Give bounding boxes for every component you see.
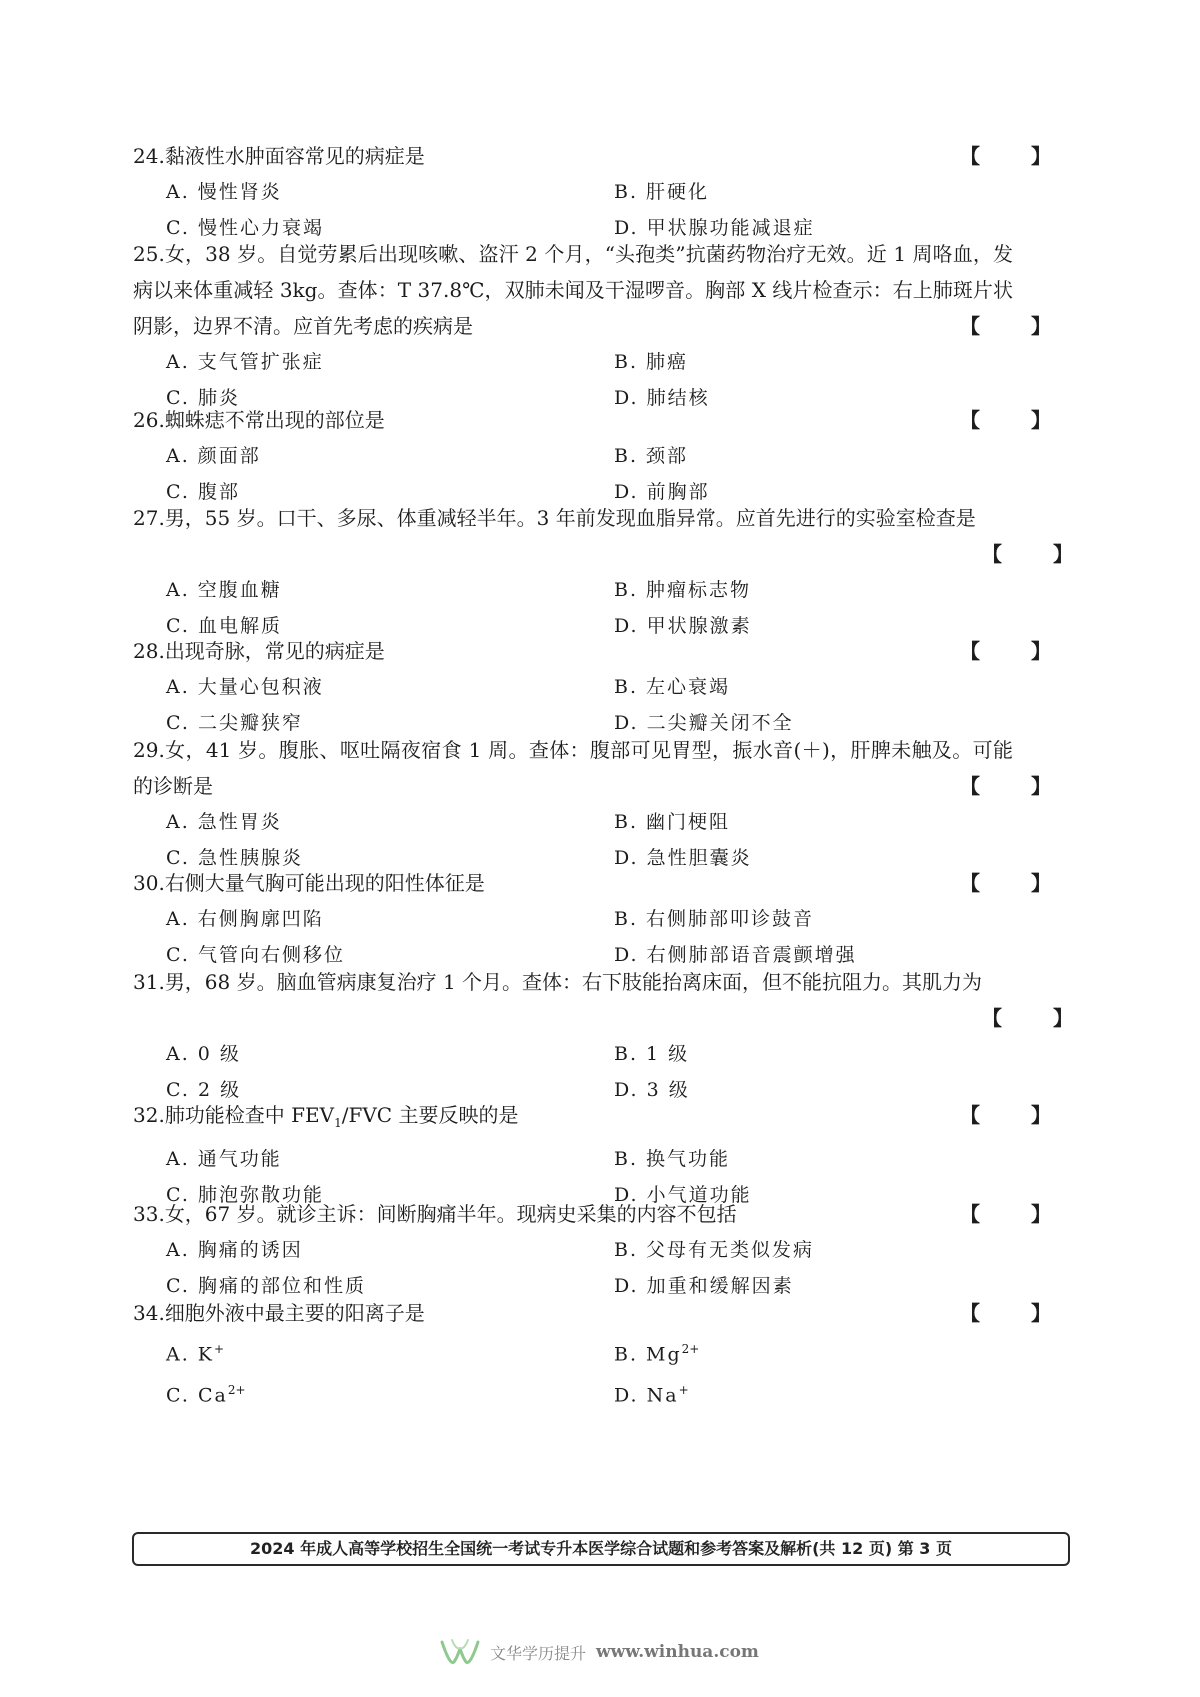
question-number: 30. — [133, 871, 165, 895]
answer-bracket: 【 】 — [960, 1301, 1073, 1325]
option-c: C. 急性胰腺炎 — [166, 847, 303, 869]
question-stem: 蜘蛛痣不常出现的部位是 — [164, 408, 385, 432]
answer-bracket: 【 】 — [982, 542, 1095, 566]
question-26 — [133, 402, 1073, 510]
question-stem: 右侧大量气胸可能出现的阳性体征是 — [164, 871, 485, 895]
option-d: D. 右侧肺部语音震颤增强 — [614, 944, 857, 966]
option-d: D. 小气道功能 — [614, 1184, 752, 1206]
question-stem: 女，38 岁。自觉劳累后出现咳嗽、盗汗 2 个月，“头孢类”抗菌药物治疗无效。近 1 周咯血，发病以来体重减轻 3kg。查体：T 37.8℃，双肺未闻及干湿啰音。胸部 X 线片检查示：右上肺斑片状阴影，边界不清。应首先考虑的疾病是 — [133, 242, 1013, 338]
option-a: A. 颜面部 — [166, 445, 261, 467]
option-d: D. 甲状腺激素 — [614, 615, 752, 637]
option-a: A. 通气功能 — [166, 1148, 282, 1170]
option-c: C. 2 级 — [166, 1079, 242, 1101]
option-b: B. 右侧肺部叩诊鼓音 — [614, 908, 815, 930]
option-b: B. 颈部 — [614, 445, 689, 467]
options — [166, 901, 1073, 973]
question-27 — [133, 500, 1095, 644]
answer-bracket: 【 】 — [960, 1202, 1073, 1226]
question-stem-post: /FVC 主要反映的是 — [341, 1103, 519, 1127]
question-stem: 黏液性水肿面容常见的病症是 — [164, 144, 425, 168]
question-stem: 女，41 岁。腹胀、呕吐隔夜宿食 1 周。查体：腹部可见胃型，振水音(＋)，肝脾未触及。可能的诊断是 — [133, 738, 1013, 798]
question-number: 24. — [133, 144, 165, 168]
option-d: D. 甲状腺功能减退症 — [614, 217, 815, 239]
option-b: B. 幽门梗阻 — [614, 811, 731, 833]
option-b: B. 换气功能 — [614, 1148, 731, 1170]
option-c: C. 慢性心力衰竭 — [166, 217, 324, 239]
answer-bracket: 【 】 — [960, 314, 1073, 338]
option-c: C. 二尖瓣狭窄 — [166, 712, 303, 734]
question-28 — [133, 633, 1073, 741]
answer-bracket: 【 】 — [960, 871, 1073, 895]
option-c: C. 肺泡弥散功能 — [166, 1184, 324, 1206]
question-stem-pre: 肺功能检查中 FEV — [164, 1103, 335, 1127]
question-stem: 出现奇脉，常见的病症是 — [164, 639, 385, 663]
winhua-logo-icon — [440, 1636, 480, 1668]
question-number: 31. — [133, 970, 165, 994]
question-33 — [133, 1196, 1073, 1304]
option-b: B. 肝硬化 — [614, 181, 710, 203]
option-a: A. 右侧胸廓凹陷 — [166, 908, 324, 930]
question-number: 34. — [133, 1301, 165, 1325]
question-stem: 男，68 岁。脑血管病康复治疗 1 个月。查体：右下肢能抬离床面，但不能抗阻力。其肌力为 — [164, 970, 983, 994]
options — [166, 1232, 1073, 1304]
option-c: C. 肺炎 — [166, 387, 240, 409]
option-a: A. 慢性肾炎 — [166, 181, 282, 203]
question-number: 25. — [133, 242, 165, 266]
question-number: 29. — [133, 738, 165, 762]
watermark — [440, 1634, 759, 1670]
answer-bracket: 【 】 — [982, 1006, 1095, 1030]
option-c: C. 腹部 — [166, 481, 240, 503]
page-footer: 2024 年成人高等学校招生全国统一考试专升本医学综合试题和参考答案及解析(共 12 页) 第 3 页 — [132, 1532, 1070, 1566]
option-a: A. 大量心包积液 — [166, 676, 324, 698]
question-24 — [133, 138, 1073, 246]
option-a: A. K+ — [166, 1342, 225, 1366]
option-b: B. 1 级 — [614, 1043, 690, 1065]
watermark-url: www.winhua.com — [596, 1642, 759, 1662]
question-29 — [133, 732, 1073, 876]
question-34 — [133, 1295, 1073, 1414]
option-b: B. 肺癌 — [614, 351, 689, 373]
question-25 — [133, 236, 1073, 416]
option-d: D. 加重和缓解因素 — [614, 1275, 794, 1297]
option-b: B. 左心衰竭 — [614, 676, 731, 698]
question-31 — [133, 964, 1095, 1108]
option-a: A. 胸痛的诱因 — [166, 1239, 303, 1261]
option-d: D. 急性胆囊炎 — [614, 847, 752, 869]
option-d: D. 3 级 — [614, 1079, 690, 1101]
option-b: B. 肿瘤标志物 — [614, 579, 752, 601]
option-a: A. 支气管扩张症 — [166, 351, 324, 373]
answer-bracket: 【 】 — [960, 1103, 1073, 1127]
option-d: D. 肺结核 — [614, 387, 710, 409]
option-b: B. $Mg^{2+}$ — [614, 1342, 700, 1366]
options — [166, 1331, 1073, 1414]
option-a: A. 空腹血糖 — [166, 579, 282, 601]
question-stem: 女，67 岁。就诊主诉：间断胸痛半年。现病史采集的内容不包括 — [164, 1202, 737, 1226]
answer-bracket: 【 】 — [960, 408, 1073, 432]
question-stem: 细胞外液中最主要的阳离子是 — [164, 1301, 425, 1325]
watermark-text: 文华学历提升 — [490, 1643, 587, 1663]
option-c: C. 气管向右侧移位 — [166, 944, 345, 966]
answer-bracket: 【 】 — [960, 144, 1073, 168]
question-number: 28. — [133, 639, 165, 663]
question-stem: 男，55 岁。口干、多尿、体重减轻半年。3 年前发现血脂异常。应首先进行的实验室检查是 — [164, 506, 976, 530]
option-d: D. Na+ — [614, 1383, 689, 1407]
fev-subscript: 1 — [334, 1116, 342, 1130]
question-number: 27. — [133, 506, 165, 530]
option-a: A. 急性胃炎 — [166, 811, 282, 833]
option-c: C. 血电解质 — [166, 615, 282, 637]
question-number: 26. — [133, 408, 165, 432]
option-b: B. 父母有无类似发病 — [614, 1239, 815, 1261]
question-number: 33. — [133, 1202, 165, 1226]
option-c: C. $Ca^{2+}$ — [166, 1383, 246, 1407]
option-a: A. 0 级 — [166, 1043, 241, 1065]
option-c: C. 胸痛的部位和性质 — [166, 1275, 366, 1297]
answer-bracket: 【 】 — [960, 639, 1073, 663]
answer-bracket: 【 】 — [960, 774, 1073, 798]
option-d: D. 前胸部 — [614, 481, 710, 503]
options — [166, 669, 1073, 741]
option-d: D. 二尖瓣关闭不全 — [614, 712, 794, 734]
question-30 — [133, 865, 1073, 973]
question-number: 32. — [133, 1103, 165, 1127]
